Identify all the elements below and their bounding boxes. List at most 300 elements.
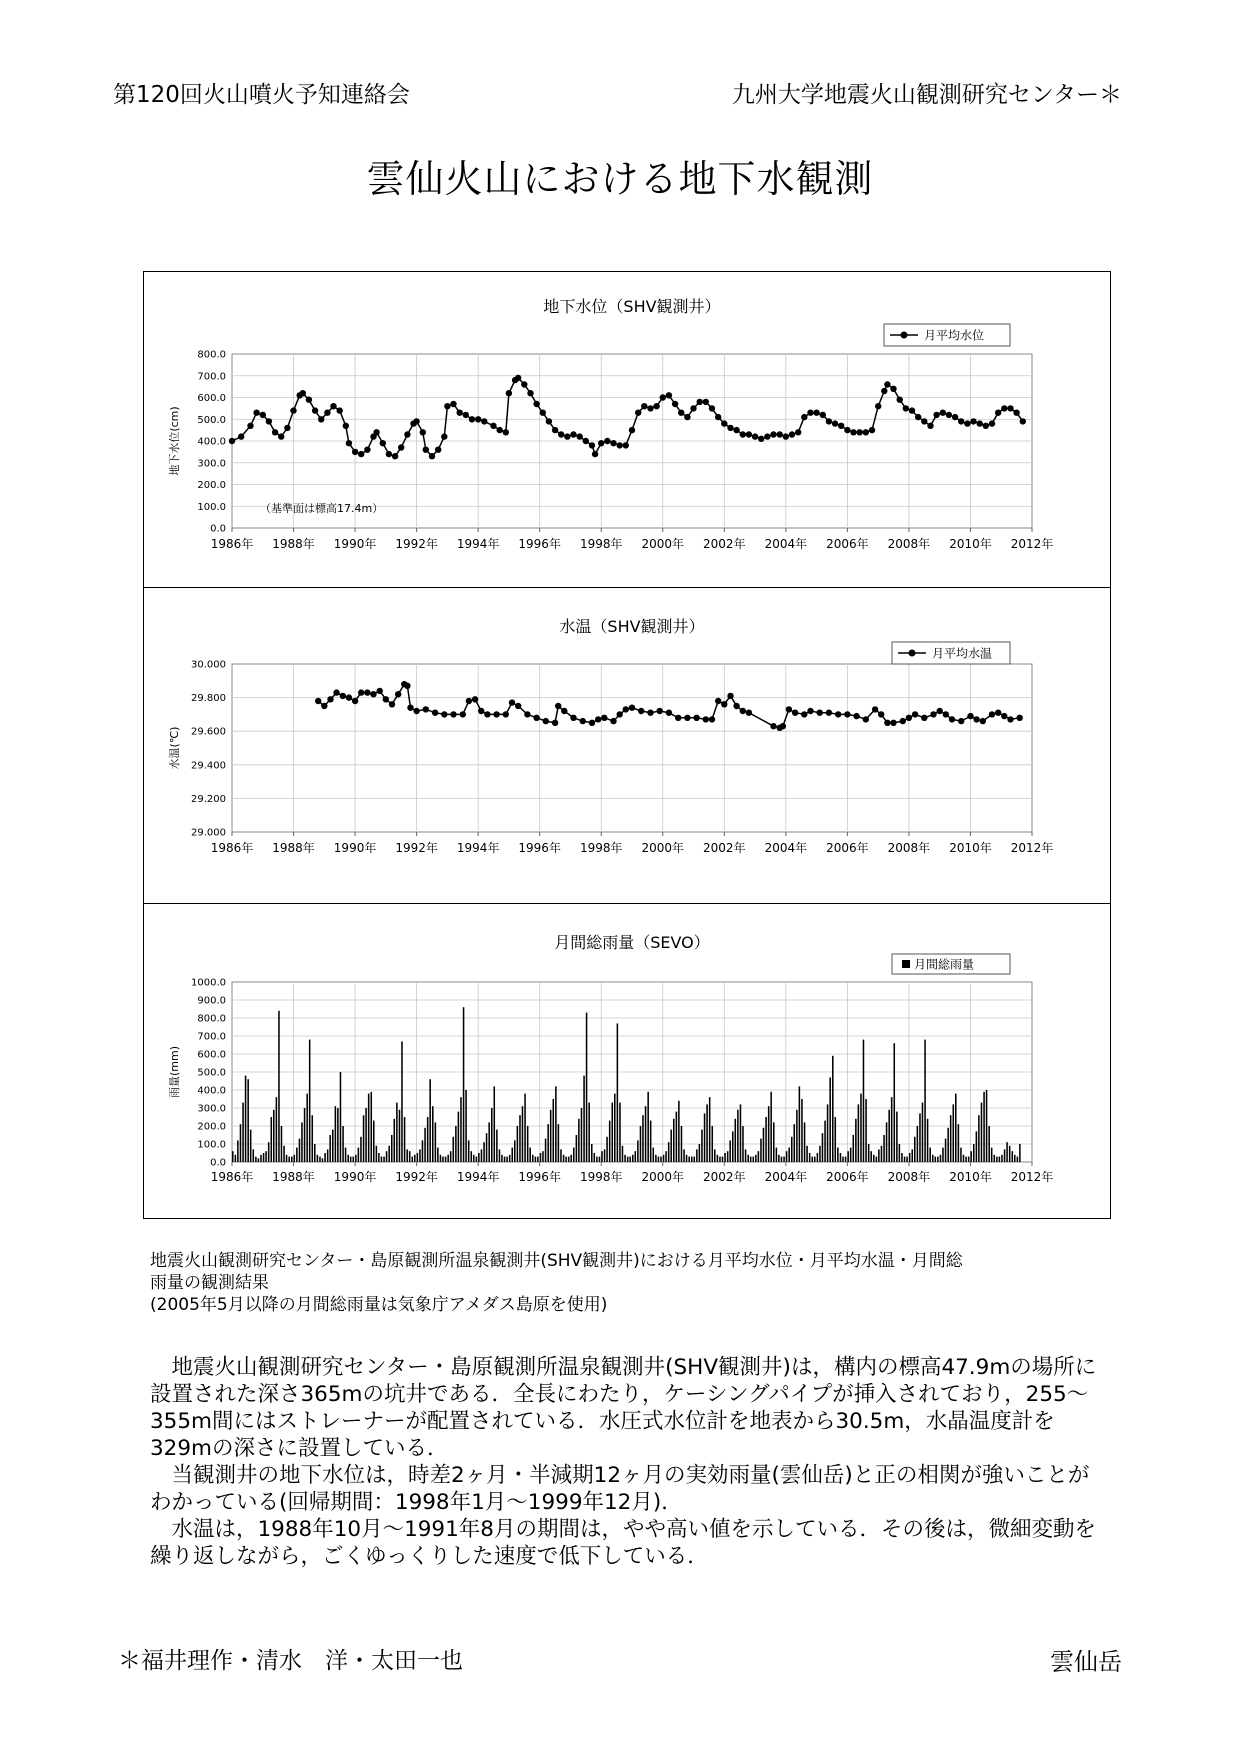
data-point	[290, 407, 296, 413]
data-point	[383, 696, 389, 702]
rain-bar	[719, 1157, 721, 1162]
chart-annotation: （基準面は標高17.4m）	[260, 502, 384, 515]
data-point	[450, 401, 456, 407]
rain-bar	[765, 1117, 767, 1162]
rain-bar	[932, 1155, 934, 1162]
data-point	[312, 407, 318, 413]
data-point	[740, 708, 746, 714]
rain-bar	[981, 1103, 983, 1162]
y-tick-label: 600.0	[197, 393, 226, 404]
rain-bar	[542, 1151, 544, 1162]
rain-bar	[678, 1101, 680, 1162]
data-point	[300, 390, 306, 396]
data-point	[330, 403, 336, 409]
rain-bar	[776, 1148, 778, 1162]
rain-bar	[435, 1122, 437, 1162]
rain-bar	[568, 1157, 570, 1162]
data-point	[857, 429, 863, 435]
rain-bar	[891, 1097, 893, 1162]
rain-bar	[870, 1151, 872, 1162]
rain-bar	[560, 1149, 562, 1162]
y-tick-label: 29.600	[191, 726, 226, 738]
data-point	[690, 405, 696, 411]
data-point	[346, 694, 352, 700]
y-axis-label: 雨量(mm)	[168, 1045, 181, 1099]
rain-bar	[365, 1108, 367, 1162]
x-tick-label: 2010年	[949, 841, 992, 855]
data-point	[420, 429, 426, 435]
rain-bar	[758, 1151, 760, 1162]
y-tick-label: 29.800	[191, 693, 226, 705]
data-point	[884, 720, 890, 726]
data-point	[441, 433, 447, 439]
rain-bar	[876, 1157, 878, 1162]
data-point	[377, 688, 383, 694]
rainfall-panel	[144, 904, 1110, 1218]
data-point	[697, 399, 703, 405]
rain-bar	[791, 1137, 793, 1162]
data-point	[983, 423, 989, 429]
rain-bar	[822, 1133, 824, 1162]
rain-bar	[422, 1140, 424, 1162]
data-point	[795, 429, 801, 435]
x-tick-label: 2004年	[764, 1170, 808, 1184]
data-point	[540, 410, 546, 416]
rain-bar	[606, 1137, 608, 1162]
data-point	[515, 703, 521, 709]
body-paragraph-3: 水温は，1988年10月～1991年8月の期間は，やや高い値を示している．その後は，微細変動を繰り返しながら，ごくゆっくりした速度で低下している．	[150, 1517, 1096, 1569]
rain-bar	[888, 1110, 890, 1162]
rain-bar	[653, 1148, 655, 1162]
body-paragraph-2: 当観測井の地下水位は，時差2ヶ月・半減期12ヶ月の実効雨量(雲仙岳)と正の相関が強いことがわかっている(回帰期間：1998年1月～1999年12月)．	[150, 1463, 1090, 1515]
chart-title: 月間総雨量（SEVO）	[554, 933, 710, 952]
chart-frame	[143, 271, 1111, 1219]
rain-bar	[273, 1110, 275, 1162]
rain-bar	[445, 1157, 447, 1162]
x-tick-label: 2006年	[826, 537, 869, 551]
rain-bar	[873, 1155, 875, 1162]
rain-bar	[947, 1128, 949, 1162]
rain-bar	[409, 1151, 411, 1162]
data-point	[337, 407, 343, 413]
rain-bar	[612, 1103, 614, 1162]
rain-bar	[988, 1126, 990, 1162]
rain-bar	[245, 1076, 247, 1162]
data-point	[884, 381, 890, 387]
x-tick-label: 1994年	[456, 841, 500, 855]
data-point	[595, 716, 601, 722]
rain-bar	[999, 1157, 1001, 1162]
rain-bar	[460, 1097, 462, 1162]
rain-bar	[414, 1155, 416, 1162]
rain-bar	[286, 1155, 288, 1162]
figure-caption	[150, 1250, 1100, 1316]
rain-bar	[706, 1104, 708, 1162]
rain-bar	[847, 1151, 849, 1162]
y-tick-label: 100.0	[197, 501, 226, 513]
rain-bar	[473, 1155, 475, 1162]
rain-bar	[427, 1117, 429, 1162]
header-meeting: 第120回火山噴火予知連絡会	[113, 82, 410, 108]
rain-bar	[583, 1076, 585, 1162]
data-point	[666, 392, 672, 398]
data-point	[533, 401, 539, 407]
data-point	[515, 375, 521, 381]
rain-bar	[442, 1157, 444, 1162]
data-point	[863, 429, 869, 435]
rain-bar	[614, 1094, 616, 1162]
x-tick-label: 1988年	[272, 1170, 315, 1184]
rain-bar	[240, 1124, 242, 1162]
data-point	[727, 693, 733, 699]
rain-bar	[417, 1153, 419, 1162]
body-text	[150, 1354, 1100, 1570]
rain-bar	[250, 1130, 252, 1162]
rain-bar	[553, 1099, 555, 1162]
rain-bar	[781, 1157, 783, 1162]
rain-bar	[683, 1149, 685, 1162]
data-point	[872, 706, 878, 712]
rain-bar	[468, 1140, 470, 1162]
water-level-panel	[144, 272, 1110, 588]
x-tick-label: 1990年	[333, 1170, 377, 1184]
rain-bar	[950, 1115, 952, 1162]
data-point	[943, 711, 949, 717]
rain-bar	[535, 1157, 537, 1162]
rain-bar	[927, 1119, 929, 1162]
data-point	[278, 433, 284, 439]
rain-bar	[288, 1157, 290, 1162]
data-point	[327, 696, 333, 702]
data-point	[878, 711, 884, 717]
rain-bar	[378, 1153, 380, 1162]
data-point	[527, 390, 533, 396]
rain-bar	[335, 1106, 337, 1162]
rain-bar	[319, 1157, 321, 1162]
rain-bar	[868, 1144, 870, 1162]
caption-line-2: 雨量の観測結果	[150, 1273, 269, 1293]
rain-bar	[373, 1121, 375, 1162]
data-point	[801, 711, 807, 717]
rain-bar	[914, 1137, 916, 1162]
rain-bar	[1001, 1155, 1003, 1162]
rain-bar	[529, 1148, 531, 1162]
data-point	[589, 720, 595, 726]
y-tick-label: 1000.0	[191, 977, 226, 989]
data-point	[875, 403, 881, 409]
rain-bar	[570, 1155, 572, 1162]
rain-bar	[799, 1086, 801, 1162]
rain-bar	[353, 1157, 355, 1162]
data-point	[610, 718, 616, 724]
rain-bar	[547, 1124, 549, 1162]
rain-bar	[665, 1151, 667, 1162]
rain-bar	[412, 1157, 414, 1162]
data-point	[543, 718, 549, 724]
data-point	[315, 698, 321, 704]
rain-bar	[681, 1126, 683, 1162]
rain-bar	[863, 1040, 865, 1162]
x-tick-label: 2006年	[826, 1170, 869, 1184]
rain-bar	[322, 1158, 324, 1162]
data-point	[509, 699, 515, 705]
data-point	[949, 716, 955, 722]
rain-bar	[817, 1153, 819, 1162]
rain-bar	[383, 1157, 385, 1162]
rain-bar	[514, 1140, 516, 1162]
data-point	[758, 436, 764, 442]
rain-bar	[883, 1135, 885, 1162]
rain-bar	[917, 1126, 919, 1162]
rain-bar	[878, 1149, 880, 1162]
rain-bar	[324, 1153, 326, 1162]
data-point	[967, 713, 973, 719]
data-point	[284, 425, 290, 431]
rain-bar	[537, 1157, 539, 1162]
x-tick-label: 2000年	[641, 1170, 685, 1184]
rain-bar	[845, 1157, 847, 1162]
rain-bar	[401, 1041, 403, 1162]
y-tick-label: 29.200	[191, 793, 226, 805]
data-point	[970, 418, 976, 424]
rain-bar	[896, 1112, 898, 1162]
water-temp-panel	[144, 588, 1110, 904]
rain-bar	[945, 1139, 947, 1162]
data-point	[247, 423, 253, 429]
data-point	[733, 703, 739, 709]
rain-bar	[627, 1157, 629, 1162]
x-tick-label: 2012年	[1010, 537, 1054, 551]
data-point	[469, 416, 475, 422]
y-tick-label: 0.0	[210, 523, 226, 535]
data-point	[727, 425, 733, 431]
data-point	[817, 710, 823, 716]
rain-bar	[1019, 1144, 1021, 1162]
rain-bar	[294, 1155, 296, 1162]
rain-bar	[688, 1157, 690, 1162]
data-point	[844, 711, 850, 717]
data-point	[497, 427, 503, 433]
rain-bar	[919, 1113, 921, 1162]
rain-bar	[778, 1155, 780, 1162]
rain-bar	[599, 1157, 601, 1162]
data-point	[386, 451, 392, 457]
chart-title: 水温（SHV観測井）	[559, 617, 705, 636]
rain-bar	[788, 1148, 790, 1162]
rain-bar	[647, 1092, 649, 1162]
rain-bar	[232, 1151, 234, 1162]
footer-volcano: 雲仙岳	[1050, 1648, 1122, 1676]
rain-bar	[853, 1135, 855, 1162]
y-tick-label: 300.0	[197, 1103, 226, 1115]
data-point	[552, 720, 558, 726]
data-point	[604, 438, 610, 444]
data-point	[478, 708, 484, 714]
rain-bar	[645, 1106, 647, 1162]
x-tick-label: 1990年	[333, 537, 377, 551]
data-point	[832, 420, 838, 426]
rain-bar	[304, 1108, 306, 1162]
rain-bar	[509, 1155, 511, 1162]
rain-bar	[812, 1157, 814, 1162]
rain-bar	[747, 1155, 749, 1162]
rain-bar	[235, 1155, 237, 1162]
rain-bar	[650, 1121, 652, 1162]
rain-bar	[394, 1119, 396, 1162]
data-point	[826, 418, 832, 424]
rain-bar	[694, 1157, 696, 1162]
data-point	[629, 705, 635, 711]
rain-bar	[786, 1151, 788, 1162]
data-point	[623, 706, 629, 712]
rain-bar	[824, 1121, 826, 1162]
data-point	[890, 386, 896, 392]
data-point	[786, 706, 792, 712]
x-tick-label: 1986年	[210, 537, 254, 551]
y-tick-label: 200.0	[197, 1121, 226, 1133]
rain-bar	[804, 1122, 806, 1162]
rain-bar	[424, 1128, 426, 1162]
rain-bar	[968, 1157, 970, 1162]
data-point	[921, 715, 927, 721]
rain-bar	[673, 1119, 675, 1162]
rain-bar	[253, 1149, 255, 1162]
rain-bar	[858, 1104, 860, 1162]
data-point	[524, 711, 530, 717]
data-point	[333, 689, 339, 695]
x-tick-label: 1996年	[518, 841, 561, 855]
data-point	[740, 431, 746, 437]
rain-bar	[340, 1072, 342, 1162]
rain-bar	[376, 1146, 378, 1162]
x-tick-label: 1988年	[272, 537, 315, 551]
rain-bar	[835, 1117, 837, 1162]
rain-bar	[276, 1097, 278, 1162]
data-point	[684, 715, 690, 721]
data-point	[475, 416, 481, 422]
rain-bar	[388, 1146, 390, 1162]
y-tick-label: 300.0	[197, 458, 226, 470]
data-point	[989, 711, 995, 717]
data-point	[678, 410, 684, 416]
rain-bar	[327, 1149, 329, 1162]
data-point	[346, 440, 352, 446]
data-point	[432, 710, 438, 716]
rain-bar	[581, 1108, 583, 1162]
rain-bar	[453, 1137, 455, 1162]
rain-bar	[768, 1106, 770, 1162]
data-point	[253, 410, 259, 416]
rain-bar	[937, 1157, 939, 1162]
data-point	[1007, 716, 1013, 722]
rain-bar	[735, 1119, 737, 1162]
data-point	[703, 716, 709, 722]
data-point	[552, 427, 558, 433]
rain-bar	[499, 1149, 501, 1162]
rain-bar	[827, 1104, 829, 1162]
x-tick-label: 2002年	[703, 841, 746, 855]
rain-bar	[1014, 1155, 1016, 1162]
rain-bar	[740, 1104, 742, 1162]
data-point	[989, 420, 995, 426]
data-point	[684, 414, 690, 420]
rain-bar	[563, 1155, 565, 1162]
rain-bar	[942, 1148, 944, 1162]
rain-bar	[750, 1157, 752, 1162]
rain-bar	[894, 1043, 896, 1162]
rain-bar	[486, 1133, 488, 1162]
water-level-chart	[144, 272, 1110, 588]
x-tick-label: 1986年	[210, 1170, 254, 1184]
rain-bar	[258, 1158, 260, 1162]
rain-bar	[722, 1157, 724, 1162]
y-tick-label: 700.0	[197, 371, 226, 383]
x-tick-label: 1992年	[395, 1170, 438, 1184]
rain-bar	[1009, 1146, 1011, 1162]
x-tick-label: 1998年	[579, 841, 623, 855]
data-point	[564, 433, 570, 439]
rain-bar	[970, 1151, 972, 1162]
data-point	[641, 403, 647, 409]
x-tick-label: 2012年	[1010, 1170, 1054, 1184]
rain-bar	[432, 1106, 434, 1162]
data-point	[638, 708, 644, 714]
rain-bar	[965, 1157, 967, 1162]
data-point	[715, 698, 721, 704]
rain-bar	[642, 1115, 644, 1162]
rain-bar	[742, 1126, 744, 1162]
data-point	[946, 412, 952, 418]
rain-bar	[909, 1153, 911, 1162]
x-tick-label: 1992年	[395, 841, 438, 855]
data-point	[844, 427, 850, 433]
rain-bar	[455, 1126, 457, 1162]
x-tick-label: 2006年	[826, 841, 869, 855]
rain-bar	[637, 1140, 639, 1162]
rain-bar	[260, 1155, 262, 1162]
data-point	[927, 423, 933, 429]
rain-bar	[329, 1135, 331, 1162]
rain-bar	[668, 1142, 670, 1162]
rain-bar	[983, 1092, 985, 1162]
y-tick-label: 400.0	[197, 436, 226, 448]
x-tick-label: 2000年	[641, 537, 685, 551]
page-title: 雲仙火山における地下水観測	[366, 157, 874, 201]
data-point	[635, 410, 641, 416]
data-point	[977, 420, 983, 426]
rain-bar	[691, 1157, 693, 1162]
x-tick-label: 2002年	[703, 537, 746, 551]
data-point	[940, 410, 946, 416]
data-point	[752, 433, 758, 439]
data-point	[343, 423, 349, 429]
y-tick-label: 600.0	[197, 1049, 226, 1061]
rain-bar	[860, 1094, 862, 1162]
rain-bar	[696, 1149, 698, 1162]
rain-bar	[796, 1110, 798, 1162]
rain-bar	[837, 1148, 839, 1162]
data-point	[764, 433, 770, 439]
rain-bar	[806, 1146, 808, 1162]
data-point	[441, 711, 447, 717]
x-tick-label: 2008年	[887, 537, 931, 551]
data-point	[321, 703, 327, 709]
data-point	[906, 715, 912, 721]
rain-bar	[247, 1079, 249, 1162]
rain-bar	[737, 1110, 739, 1162]
rain-bar	[517, 1126, 519, 1162]
y-tick-label: 700.0	[197, 1031, 226, 1043]
